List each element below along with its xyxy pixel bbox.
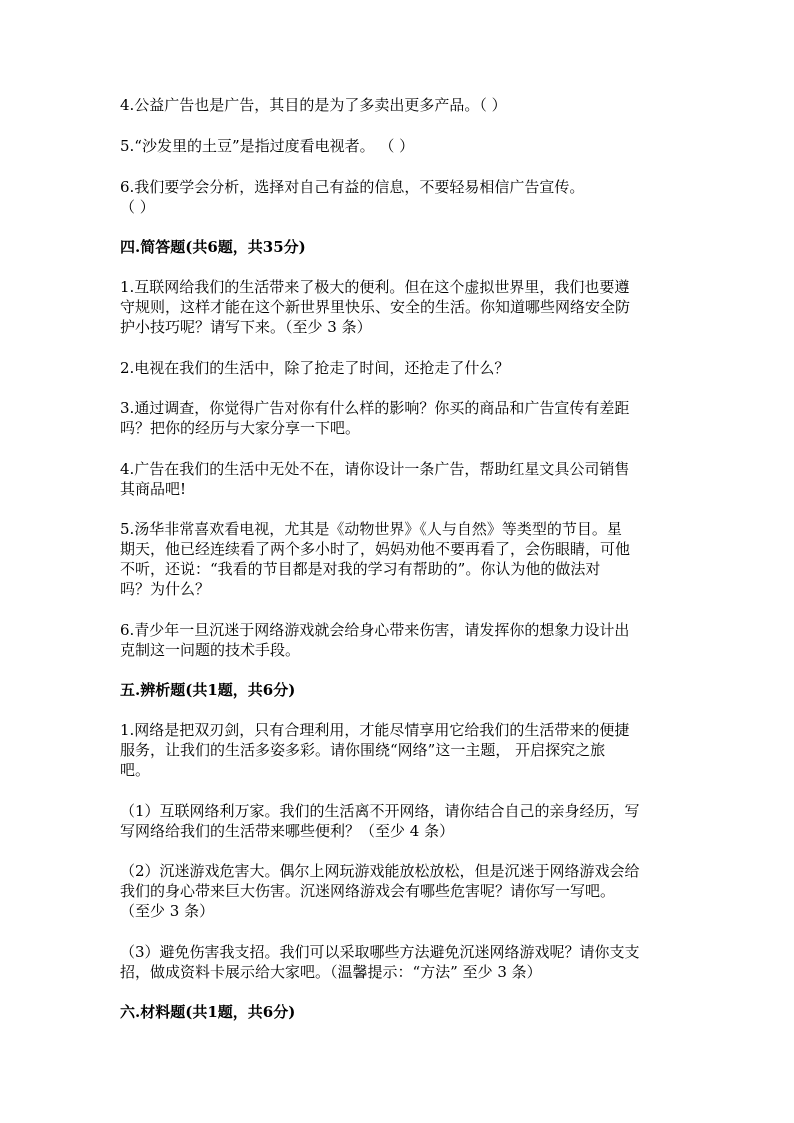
short-answer-5-line4: 吗？为什么？ bbox=[120, 580, 211, 598]
short-answer-6-line1: 6.青少年一旦沉迷于网络游戏就会给身心带来伤害，请发挥你的想象力设计出 bbox=[120, 621, 630, 639]
judgment-item-4: 4.公益广告也是广告，其目的是为了多卖出更多产品。（ ） bbox=[120, 96, 507, 114]
short-answer-1-line3: 护小技巧呢？请写下来。（至少 3 条） bbox=[120, 318, 372, 336]
analysis-sub-1-line1: （1）互联网络利万家。我们的生活离不开网络，请你结合自己的亲身经历，写 bbox=[120, 802, 640, 820]
section-4-heading: 四.简答题(共6题，共35分) bbox=[120, 238, 306, 256]
analysis-sub-2-line1: （2）沉迷游戏危害大。偶尔上网玩游戏能放松放松，但是沉迷于网络游戏会给 bbox=[120, 862, 640, 880]
short-answer-1-line2: 守规则，这样才能在这个新世界里快乐、安全的生活。你知道哪些网络安全防 bbox=[120, 298, 631, 316]
judgment-item-6-blank: （ ） bbox=[120, 198, 155, 216]
short-answer-5-line3: 不听，还说：“我看的节目都是对我的学习有帮助的”。你认为他的做法对 bbox=[120, 560, 601, 578]
analysis-sub-3-line2: 招，做成资料卡展示给大家吧。（温馨提示：“方法” 至少 3 条） bbox=[120, 963, 542, 981]
analysis-1-line2: 服务，让我们的生活多姿多彩。请你围绕“网络”这一主题， 开启探究之旅 bbox=[120, 741, 606, 759]
short-answer-3-line2: 吗？把你的经历与大家分享一下吧。 bbox=[120, 419, 361, 437]
analysis-1-line1: 1.网络是把双刃剑，只有合理利用，才能尽情享用它给我们的生活带来的便捷 bbox=[120, 721, 630, 739]
analysis-1-line3: 吧。 bbox=[120, 761, 151, 779]
short-answer-6-line2: 克制这一问题的技术手段。 bbox=[120, 641, 301, 659]
analysis-sub-3-line1: （3）避免伤害我支招。我们可以采取哪些方法避免沉迷网络游戏呢？请你支支 bbox=[120, 943, 640, 961]
short-answer-5-line1: 5.汤华非常喜欢看电视，尤其是《动物世界》《人与自然》等类型的节目。星 bbox=[120, 520, 622, 538]
analysis-sub-1-line2: 写网络给我们的生活带来哪些便利？（至少 4 条） bbox=[120, 822, 455, 840]
short-answer-1-line1: 1.互联网给我们的生活带来了极大的便利。但在这个虚拟世界里，我们也要遵 bbox=[120, 278, 630, 296]
short-answer-3-line1: 3.通过调查，你觉得广告对你有什么样的影响？你买的商品和广告宣传有差距 bbox=[120, 399, 630, 417]
short-answer-2-line1: 2.电视在我们的生活中，除了抢走了时间，还抢走了什么？ bbox=[120, 359, 510, 377]
judgment-item-5: 5.“沙发里的土豆”是指过度看电视者。 （ ） bbox=[120, 137, 415, 155]
section-6-heading: 六.材料题(共1题，共6分) bbox=[120, 1003, 296, 1021]
short-answer-5-line2: 期天，他已经连续看了两个多小时了，妈妈劝他不要再看了，会伤眼睛，可他 bbox=[120, 540, 631, 558]
short-answer-4-line1: 4.广告在我们的生活中无处不在，请你设计一条广告，帮助红星文具公司销售 bbox=[120, 460, 630, 478]
short-answer-4-line2: 其商品吧! bbox=[120, 480, 187, 498]
section-5-heading: 五.辨析题(共1题，共6分) bbox=[120, 681, 296, 699]
analysis-sub-2-line3: （至少 3 条） bbox=[120, 902, 215, 920]
judgment-item-6: 6.我们要学会分析，选择对自己有益的信息，不要轻易相信广告宣传。 bbox=[120, 178, 585, 196]
analysis-sub-2-line2: 我们的身心带来巨大伤害。沉迷网络游戏会有哪些危害呢？请你写一写吧。 bbox=[120, 882, 616, 900]
